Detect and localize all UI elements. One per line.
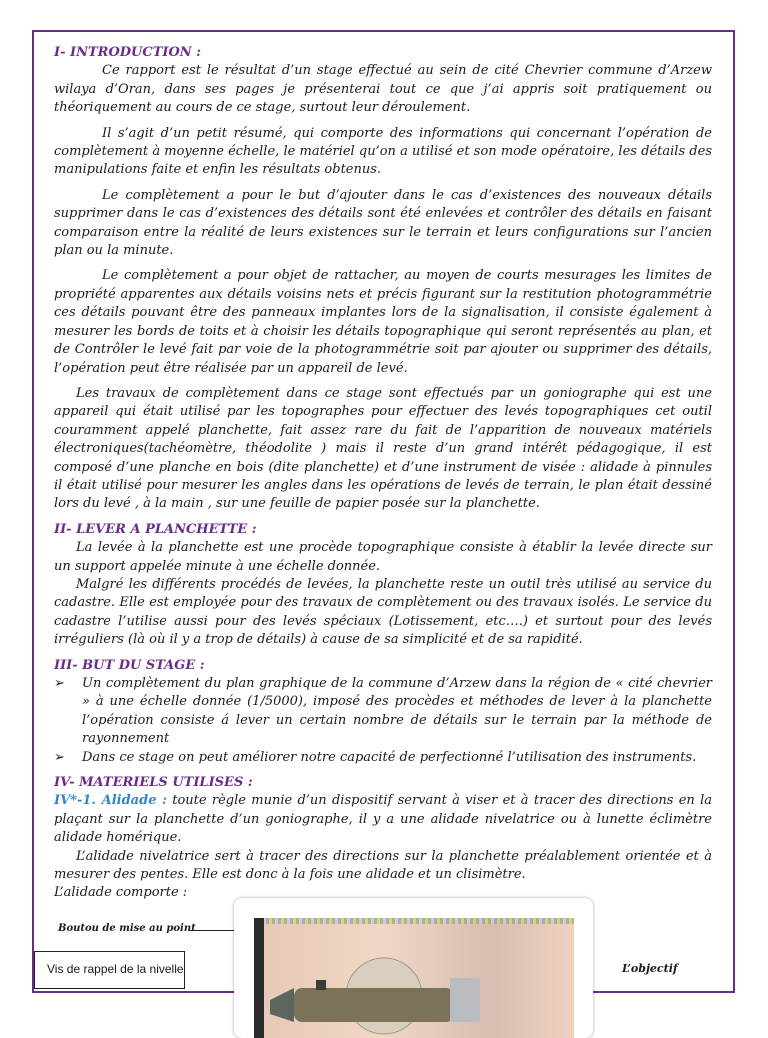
figure-label-box	[34, 951, 185, 989]
alidade-photo-frame	[234, 898, 593, 1038]
section-heading-lever: II- LEVER A PLANCHETTE :	[54, 521, 257, 537]
intro-paragraph-2: Il s’agit d’un petit résumé, qui comporte des informations qui concernant l’opération de complètement à moyenne échelle, le matériel qu’on a utilisé et son mode opératoire, les détails des manipulations faite et enfin les résultats obtenus.	[54, 125, 712, 178]
lever-paragraph-1: La levée à la planchette est une procède topographique consiste à établir la levée directe sur un support appelée minute à une échelle donnée.	[54, 540, 712, 574]
arrow-bullet-icon: ➢	[54, 676, 65, 691]
photo-color-strip	[254, 918, 574, 924]
section-heading-materiels: IV- MATERIELS UTILISES :	[54, 775, 253, 791]
alidade-photo	[254, 918, 574, 1038]
intro-paragraph-4: Le complètement a pour objet de rattacher, au moyen de courts mesurages les limites de propriété apparentes aux détails voisins nets et précis figurant sur la restitution photogrammétrie ces détails pouvant être des panneaux implantes lors de la signalisation, il consiste également à mesurer les bords de toits et à choisir les détails topographique qui seront représentés au plan, et de Contrôler le levé fait par voie de la photogrammétrie soit par ajouter ou supprimer des détails, l’opération peut être réalisée par un appareil de levé.	[54, 268, 712, 376]
lever-paragraph-2: Malgré les différents procédés de levées, la planchette reste un outil très utilisé au service du cadastre. Elle est employée pour des travaux de complètement ou des travaux isolés. Le service du cadastre l’utilise aussi pour des levés spéciaux (Lotissement, etc….) et surtout pour des levés irréguliers (là où il y a trop de détails) à cause de sa simplicité et de sa rapidité.	[54, 576, 712, 648]
alidade-nivelatrice-paragraph: L’alidade nivelatrice sert à tracer des directions sur la planchette préalablement orientée et à mesurer des pentes. Elle est donc à la fois une alidade et un clisimètre.	[54, 848, 712, 883]
figure-leader-line	[188, 930, 236, 931]
photo-dark-edge	[254, 918, 264, 1038]
intro-paragraph-1: Ce rapport est le résultat d’un stage effectué au sein de cité Chevrier commune d’Arzew wilaya d’Oran, dans ses pages je présenterai tout ce que j’ai appris soit pratiquement ou théoriquement au cours de ce stage, surtout leur déroulement.	[54, 63, 712, 116]
but-bullet-2: Dans ce stage on peut améliorer notre capacité de perfectionné l’utilisation des instruments.	[82, 749, 697, 765]
figure-label-objective: L’objectif	[622, 962, 678, 975]
section-heading-introduction: I- INTRODUCTION :	[54, 45, 202, 60]
but-bullet-1: Un complètement du plan graphique de la commune d’Arzew dans la région de « cité chevrier » à une échelle donnée (1/5000), imposé des procèdes et méthodes de lever à la planchette l’opération consiste á lever un certain nombre de détails sur le terrain par la méthode de rayonnement	[82, 676, 712, 747]
arrow-bullet-icon: ➢	[54, 749, 65, 765]
document-body	[54, 40, 712, 903]
alidade-comporte-text: L’alidade comporte :	[54, 885, 188, 901]
intro-paragraph-5: Les travaux de complètement dans ce stage sont effectués par un goniographe qui est une appareil qui était utilisé par les topographes pour effectuer des levés topographiques cet outil couramment appelé planchette, fait assez rare du fait de l’apparition de nouveaux matériels électroniques(tachéomètre, théodolite ) mais il reste d’un grand intérêt pédagogique, il est composé d’une planche en bois (dite planchette) et d’une instrument de visée : alidade à pinnules il était utilisé pour mesurer les angles dans les opérations de levés de terrain, le plan était dessiné lors du levé , à la main , sur une feuille de papier posée sur la planchette.	[54, 385, 712, 512]
figure-label-level-screw: Vis de rappel de la nivelle	[47, 962, 184, 976]
intro-paragraph-3: Le complètement a pour le but d’ajouter dans le cas d’existences des nouveaux détails supprimer dans le cas d’existences des détails sont été enlevées et contrôler des détails en faisant comparaison entre la réalité de leurs existences sur le terrain et leurs configurations sur l’ancien plan ou la minute.	[54, 187, 712, 259]
alidade-subheading: IV*-1. Alidade :	[54, 793, 167, 809]
list-item	[54, 749, 712, 767]
figure-label-focus-knob: Boutou de mise au point	[58, 923, 196, 934]
list-item	[54, 675, 712, 749]
section-heading-but: III- BUT DU STAGE :	[54, 657, 205, 673]
alidade-instrument-drawing	[254, 918, 574, 1038]
alidade-paragraph	[54, 792, 712, 847]
alidade-definition: toute règle munie d’un dispositif servant à viser et à tracer des directions en la plaçant sur la planchette d’un goniographe, il y a une alidade nivelatrice ou à lunette éclimètre alidade homérique.	[54, 793, 712, 846]
